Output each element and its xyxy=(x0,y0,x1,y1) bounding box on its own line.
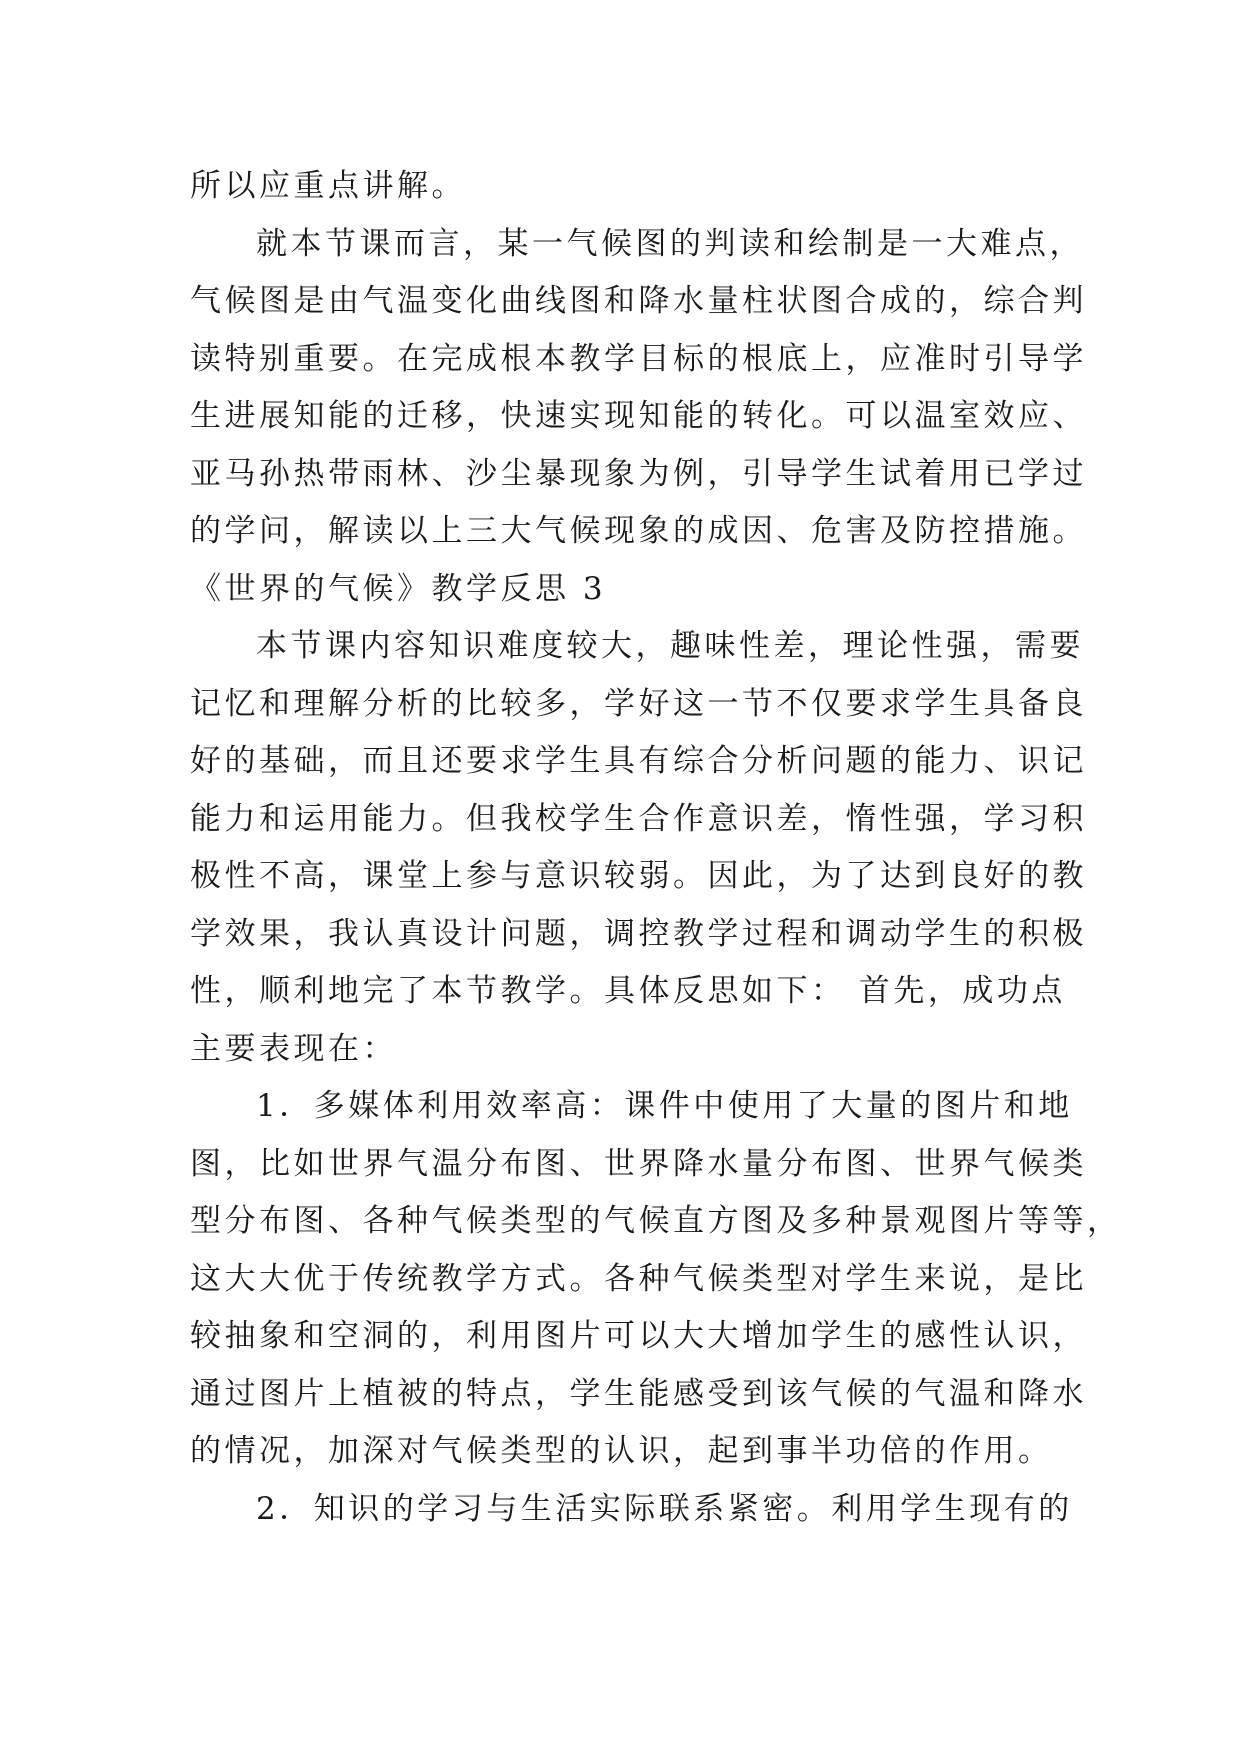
text-line: 极性不高，课堂上参与意识较弱。因此，为了达到良好的教 xyxy=(190,858,1087,894)
text-line: 亚马孙热带雨林、沙尘暴现象为例，引导学生试着用已学过 xyxy=(190,455,1087,492)
text-line: 所以应重点讲解。 xyxy=(190,168,466,204)
text-line: 通过图片上植被的特点，学生能感受到该气候的气温和降水 xyxy=(190,1375,1087,1412)
text-line: 生进展知能的迁移，快速实现知能的转化。可以温室效应、 xyxy=(190,398,1087,434)
text-line: 性，顺利地完了本节教学。具体反思如下： 首先，成功点 xyxy=(190,973,1066,1009)
text-line: 气候图是由气温变化曲线图和降水量柱状图合成的，综合判 xyxy=(190,283,1087,319)
text-line: 2．知识的学习与生活实际联系紧密。利用学生现有的 xyxy=(256,1490,1073,1527)
text-line: 的情况，加深对气候类型的认识，起到事半功倍的作用。 xyxy=(190,1433,1053,1469)
text-line: 这大大优于传统教学方式。各种气候类型对学生来说，是比 xyxy=(190,1260,1087,1297)
text-line: 本节课内容知识难度较大，趣味性差，理论性强，需要 xyxy=(256,628,1084,664)
text-line: 型分布图、各种气候类型的气候直方图及多种景观图片等等， xyxy=(190,1203,1122,1239)
text-line: 图，比如世界气温分布图、世界降水量分布图、世界气候类 xyxy=(190,1145,1087,1182)
text-line: 1．多媒体利用效率高：课件中使用了大量的图片和地 xyxy=(256,1088,1073,1124)
text-line: 学效果，我认真设计问题，调控教学过程和调动学生的积极 xyxy=(190,915,1087,952)
text-line: 读特别重要。在完成根本教学目标的根底上，应准时引导学 xyxy=(190,340,1087,377)
text-line: 就本节课而言，某一气候图的判读和绘制是一大难点， xyxy=(256,225,1084,262)
text-line: 好的基础，而且还要求学生具有综合分析问题的能力、识记 xyxy=(190,743,1087,779)
text-line: 《世界的气候》教学反思 3 xyxy=(190,570,607,607)
text-line: 较抽象和空洞的，利用图片可以大大增加学生的感性认识， xyxy=(190,1318,1087,1354)
text-line: 记忆和理解分析的比较多，学好这一节不仅要求学生具备良 xyxy=(190,685,1087,722)
text-line: 能力和运用能力。但我校学生合作意识差，惰性强，学习积 xyxy=(190,800,1087,837)
text-line: 主要表现在： xyxy=(190,1030,397,1067)
document-body xyxy=(190,158,1122,1538)
text-line: 的学问，解读以上三大气候现象的成因、危害及防控措施。 xyxy=(190,513,1087,549)
